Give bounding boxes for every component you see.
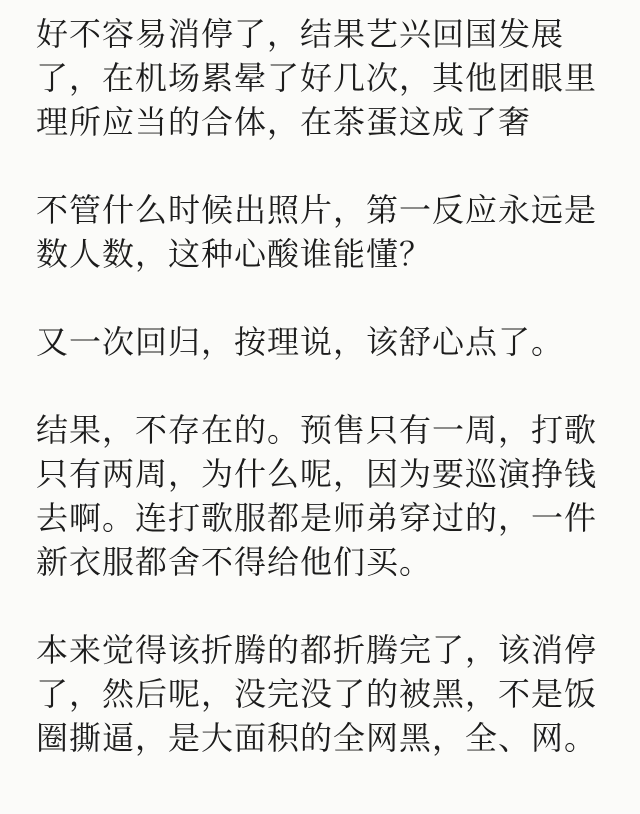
text-line: 了，在机场累晕了好几次，其他团眼里 [36, 59, 598, 97]
text-line: 只有两周，为什么呢，因为要巡演挣钱 [36, 455, 598, 493]
text-line: 本来觉得该折腾的都折腾完了，该消停 [36, 631, 598, 669]
paragraph-spacer [36, 364, 620, 408]
paragraph-4 [36, 408, 620, 584]
text-line: 不管什么时候出照片，第一反应永远是 [36, 191, 598, 229]
text-line: 结果，不存在的。预售只有一周，打歌 [36, 411, 598, 449]
text-line: 理所应当的合体，在茶蛋这成了奢 [36, 103, 532, 141]
text-line: 又一次回归，按理说，该舒心点了。 [36, 323, 565, 361]
paragraph-spacer [36, 584, 620, 628]
paragraph-spacer [36, 276, 620, 320]
text-line: 数人数，这种心酸谁能懂？ [36, 235, 433, 273]
text-line: 圈撕逼，是大面积的全网黑，全、网。 [36, 719, 598, 757]
paragraph-1 [36, 12, 620, 144]
paragraph-2 [36, 188, 620, 276]
text-line: 了，然后呢，没完没了的被黑，不是饭 [36, 675, 598, 713]
paragraph-spacer [36, 144, 620, 188]
text-line: 好不容易消停了，结果艺兴回国发展 [36, 15, 565, 53]
paragraph-5 [36, 628, 620, 760]
text-line: 去啊。连打歌服都是师弟穿过的，一件 [36, 499, 598, 537]
text-line: 新衣服都舍不得给他们买。 [36, 543, 433, 581]
paragraph-3 [36, 320, 620, 364]
